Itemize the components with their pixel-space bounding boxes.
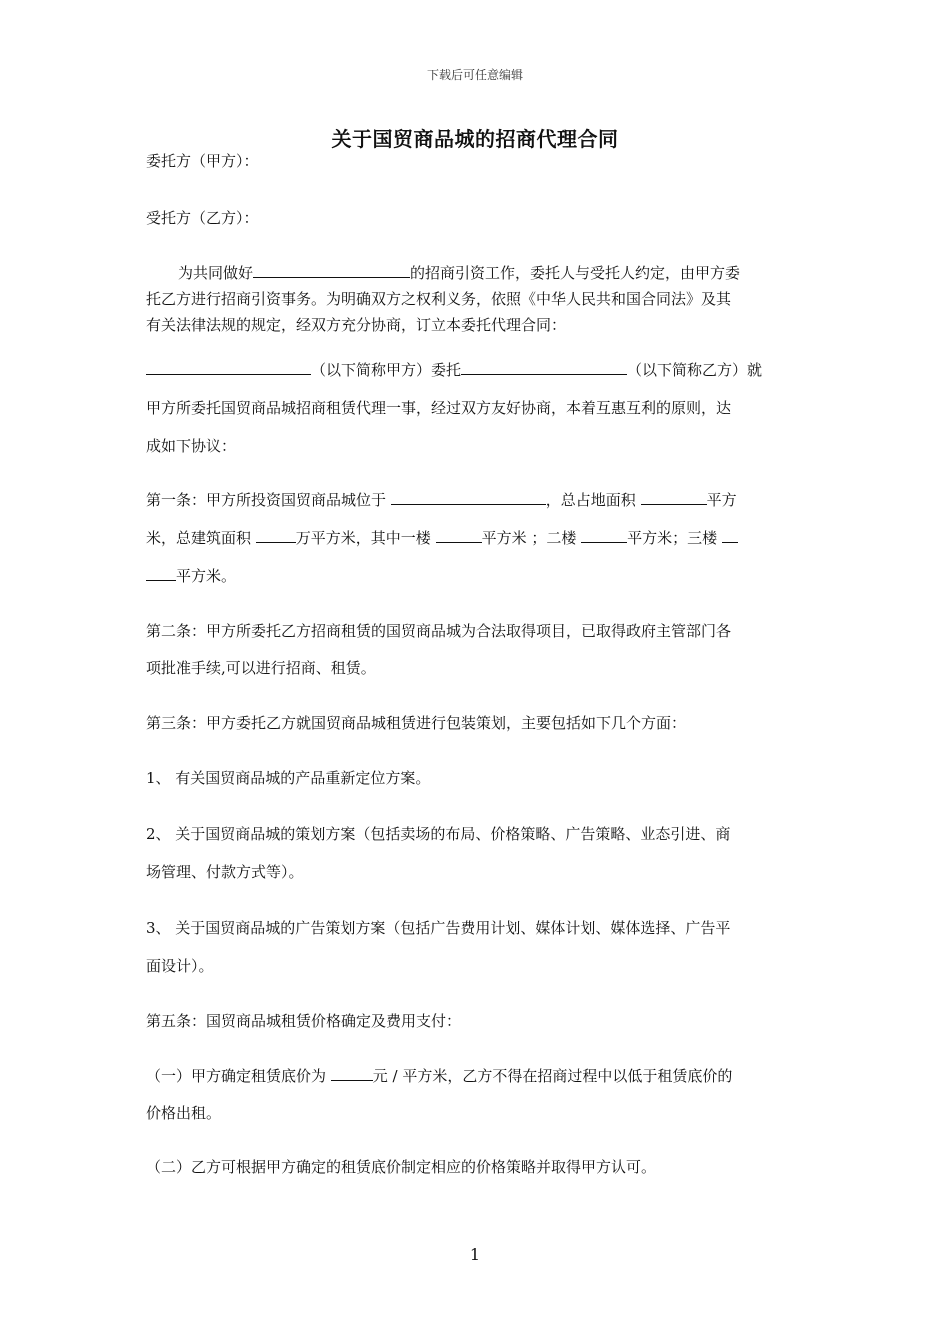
article-1-text-d: 米，总建筑面积 <box>146 529 256 547</box>
clause-1-text-b: 元 / 平方米，乙方不得在招商过程中以低于租赁底价的 <box>372 1067 733 1085</box>
article-1-line-2 <box>146 528 806 548</box>
article-2-line-2: 项批准手续,可以进行招商、租赁。 <box>146 659 376 677</box>
building-area-blank <box>256 528 296 543</box>
article-1-text-f: 平方米 ；二楼 <box>481 529 582 547</box>
item-3-line-1: 3、 关于国贸商品城的广告策划方案（包括广告费用计划、媒体计划、媒体选择、广告平 <box>146 919 731 937</box>
agreement-text-a: （以下简称甲方）委托 <box>311 361 462 379</box>
document-title: 关于国贸商品城的招商代理合同 <box>331 127 619 151</box>
page-number: 1 <box>469 1245 481 1264</box>
article-1-text-h: 平方米。 <box>176 567 237 585</box>
base-price-blank <box>331 1066 373 1081</box>
agreement-line-1 <box>146 360 806 380</box>
intro-text-b: 的招商引资工作，委托人与受托人约定，由甲方委 <box>410 264 741 282</box>
clause-1-line-1 <box>146 1066 806 1086</box>
agreement-line-2: 甲方所委托国贸商品城招商租赁代理一事，经过双方友好协商，本着互惠互利的原则，达 <box>146 399 732 417</box>
intro-line-3: 有关法律法规的规定，经双方充分协商，订立本委托代理合同： <box>146 316 567 334</box>
party-b-line: 受托方（乙方）： <box>146 209 259 227</box>
article-1-line-3 <box>146 566 806 586</box>
article-1-text-e: 万平方米，其中一楼 <box>295 529 436 547</box>
item-1: 1、 有关国贸商品城的产品重新定位方案。 <box>146 769 431 787</box>
clause-1-line-2: 价格出租。 <box>146 1104 222 1122</box>
article-1-text-g: 平方米；三楼 <box>627 529 722 547</box>
clause-2-line: （二）乙方可根据甲方确定的租赁底价制定相应的价格策略并取得甲方认可。 <box>146 1158 657 1176</box>
floor-3-blank-b <box>146 566 176 581</box>
intro-line-2: 托乙方进行招商引资事务。为明确双方之权利义务，依照《中华人民共和国合同法》及其 <box>146 290 732 308</box>
article-2-line-1: 第二条：甲方所委托乙方招商租赁的国贸商品城为合法取得项目，已取得政府主管部门各 <box>146 622 732 640</box>
location-blank <box>391 490 546 505</box>
article-1-text-a: 第一条：甲方所投资国贸商品城位于 <box>146 491 391 509</box>
header-note: 下载后可任意编辑 <box>426 68 523 82</box>
floor-3-blank-a <box>722 528 738 543</box>
party-b-name-blank <box>461 360 627 375</box>
article-5-line: 第五条：国贸商品城租赁价格确定及费用支付： <box>146 1012 462 1030</box>
article-1-text-c: 平方 <box>706 491 737 509</box>
item-2-line-1: 2、 关于国贸商品城的策划方案（包括卖场的布局、价格策略、广告策略、业态引进、商 <box>146 825 731 843</box>
land-area-blank <box>641 490 707 505</box>
clause-1-text-a: （一）甲方确定租赁底价为 <box>146 1067 331 1085</box>
intro-text-a: 为共同做好 <box>178 264 254 282</box>
floor-1-blank <box>436 528 482 543</box>
project-name-blank <box>253 263 410 278</box>
article-3-line: 第三条：甲方委托乙方就国贸商品城租赁进行包装策划，主要包括如下几个方面： <box>146 714 687 732</box>
agreement-text-b: （以下简称乙方）就 <box>627 361 763 379</box>
item-3-line-2: 面设计）。 <box>146 957 214 975</box>
article-1-line-1 <box>146 490 806 510</box>
party-a-name-blank <box>146 360 311 375</box>
agreement-line-3: 成如下协议： <box>146 437 237 455</box>
article-1-text-b: ，总占地面积 <box>545 491 641 509</box>
intro-line-1 <box>178 263 838 283</box>
party-a-line: 委托方（甲方）： <box>146 152 259 170</box>
floor-2-blank <box>581 528 627 543</box>
item-2-line-2: 场管理、付款方式等）。 <box>146 863 304 881</box>
